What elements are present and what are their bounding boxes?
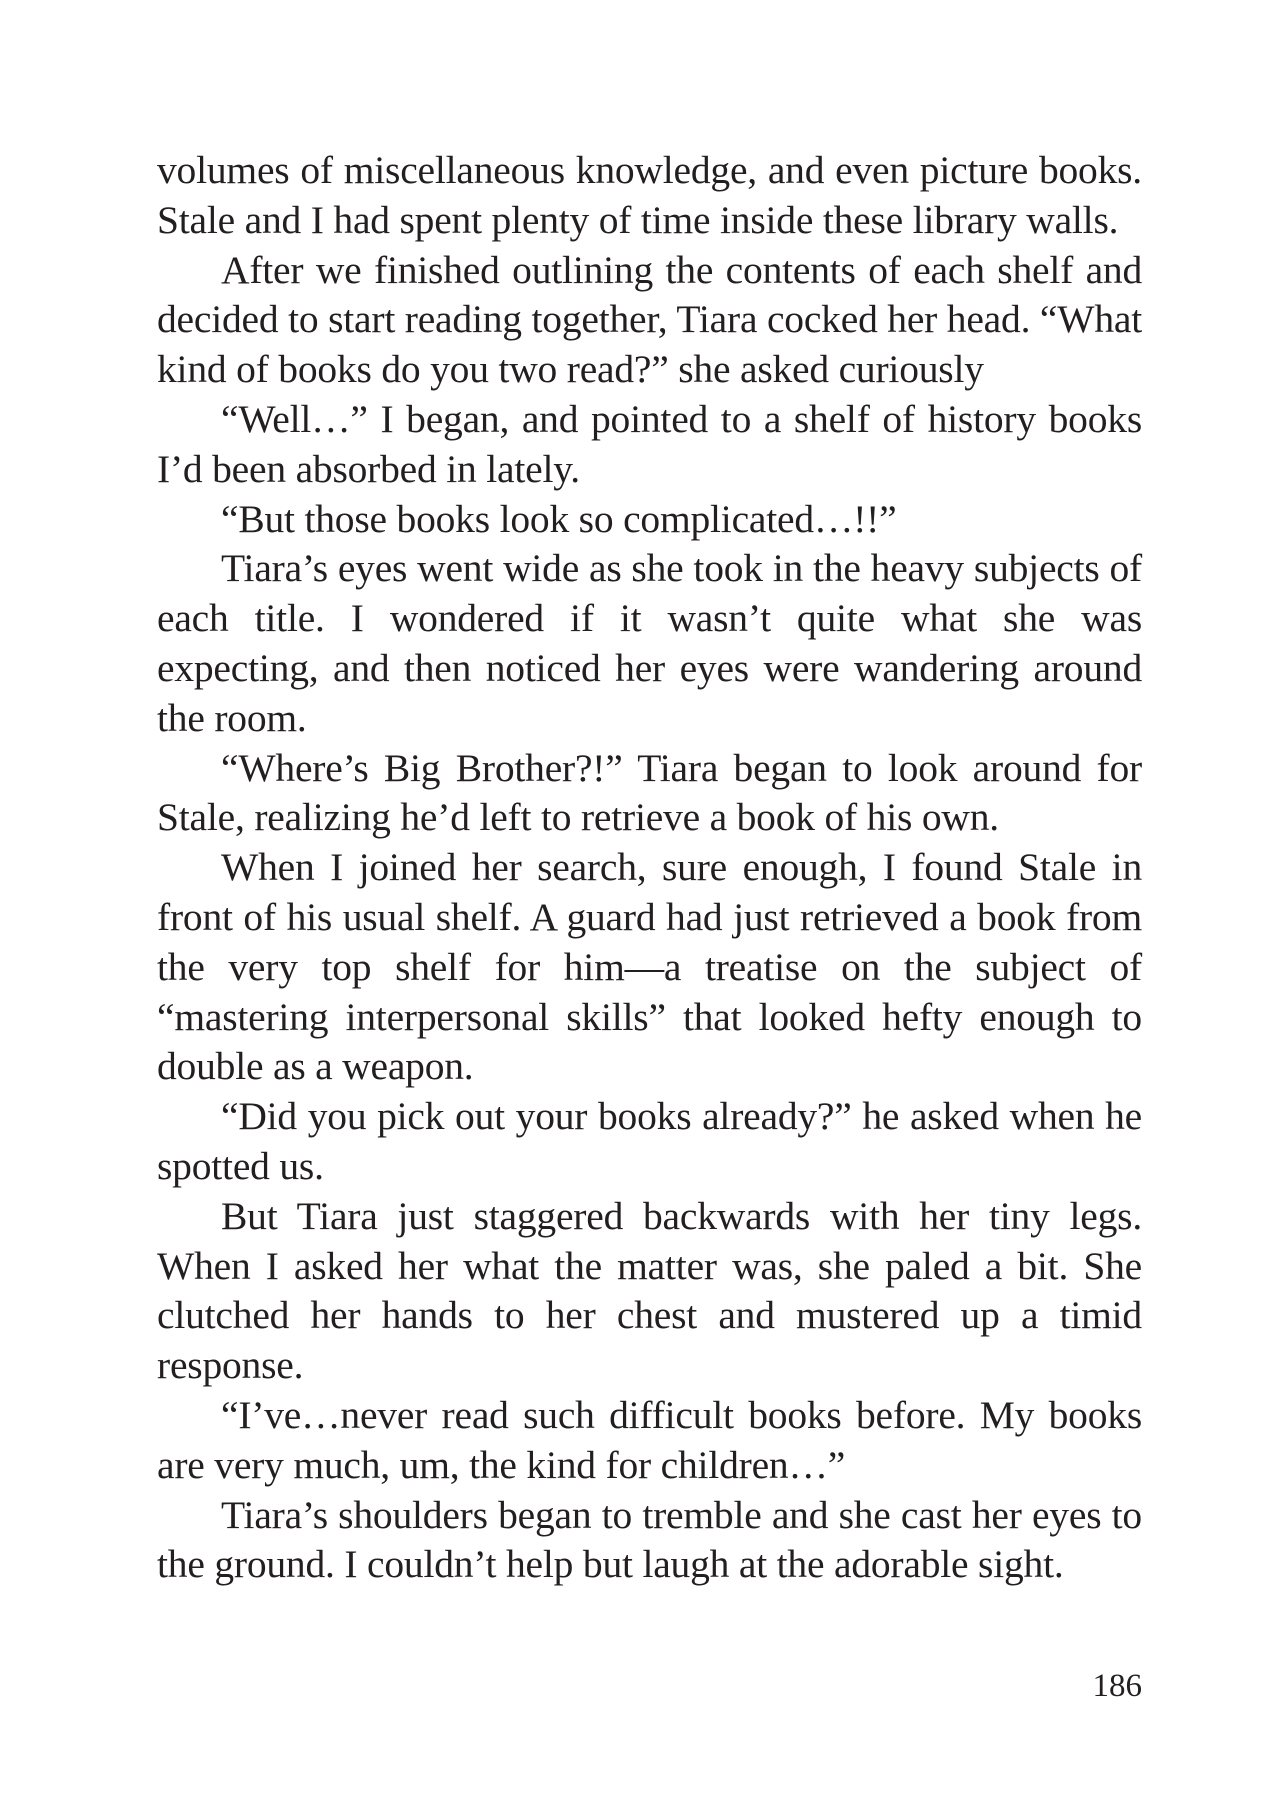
paragraph: “Well…” I began, and pointed to a shelf of history books I’d been absorbed in lately. (157, 396, 1142, 491)
paragraph: But Tiara just staggered backwards with her tiny legs. When I asked her what the matter was, she paled a bit. She clutched her hands to her chest and mustered up a timid response. (157, 1193, 1142, 1388)
paragraph: “I’ve…never read such difficult books before. My books are very much, um, the kind for children…” (157, 1392, 1142, 1487)
page-number: 186 (1092, 1668, 1142, 1704)
paragraph: When I joined her search, sure enough, I found Stale in front of his usual shelf. A guard had just retrieved a book from the very top shelf for him—a treatise on the subject of “mastering interpersonal skills” that looked hefty enough to double as a weapon. (157, 845, 1142, 1089)
paragraph: Tiara’s shoulders began to tremble and she cast her eyes to the ground. I couldn’t help but laugh at the adorable sight. (157, 1492, 1142, 1587)
body-text (157, 146, 1142, 1590)
paragraph: After we finished outlining the contents of each shelf and decided to start reading together, Tiara cocked her head. “What kind of books do you two read?” she asked curiously (157, 247, 1142, 392)
paragraph: “But those books look so complicated…!!” (221, 496, 897, 541)
paragraph: volumes of miscellaneous knowledge, and even picture books. Stale and I had spent plenty of time inside these library walls. (157, 148, 1142, 242)
paragraph: Tiara’s eyes went wide as she took in the heavy subjects of each title. I wondered if it wasn’t quite what she was expecting, and then noticed her eyes were wandering around the room. (157, 546, 1142, 740)
paragraph: “Where’s Big Brother?!” Tiara began to look around for Stale, realizing he’d left to retrieve a book of his own. (157, 745, 1142, 840)
paragraph: “Did you pick out your books already?” he asked when he spotted us. (157, 1094, 1142, 1188)
